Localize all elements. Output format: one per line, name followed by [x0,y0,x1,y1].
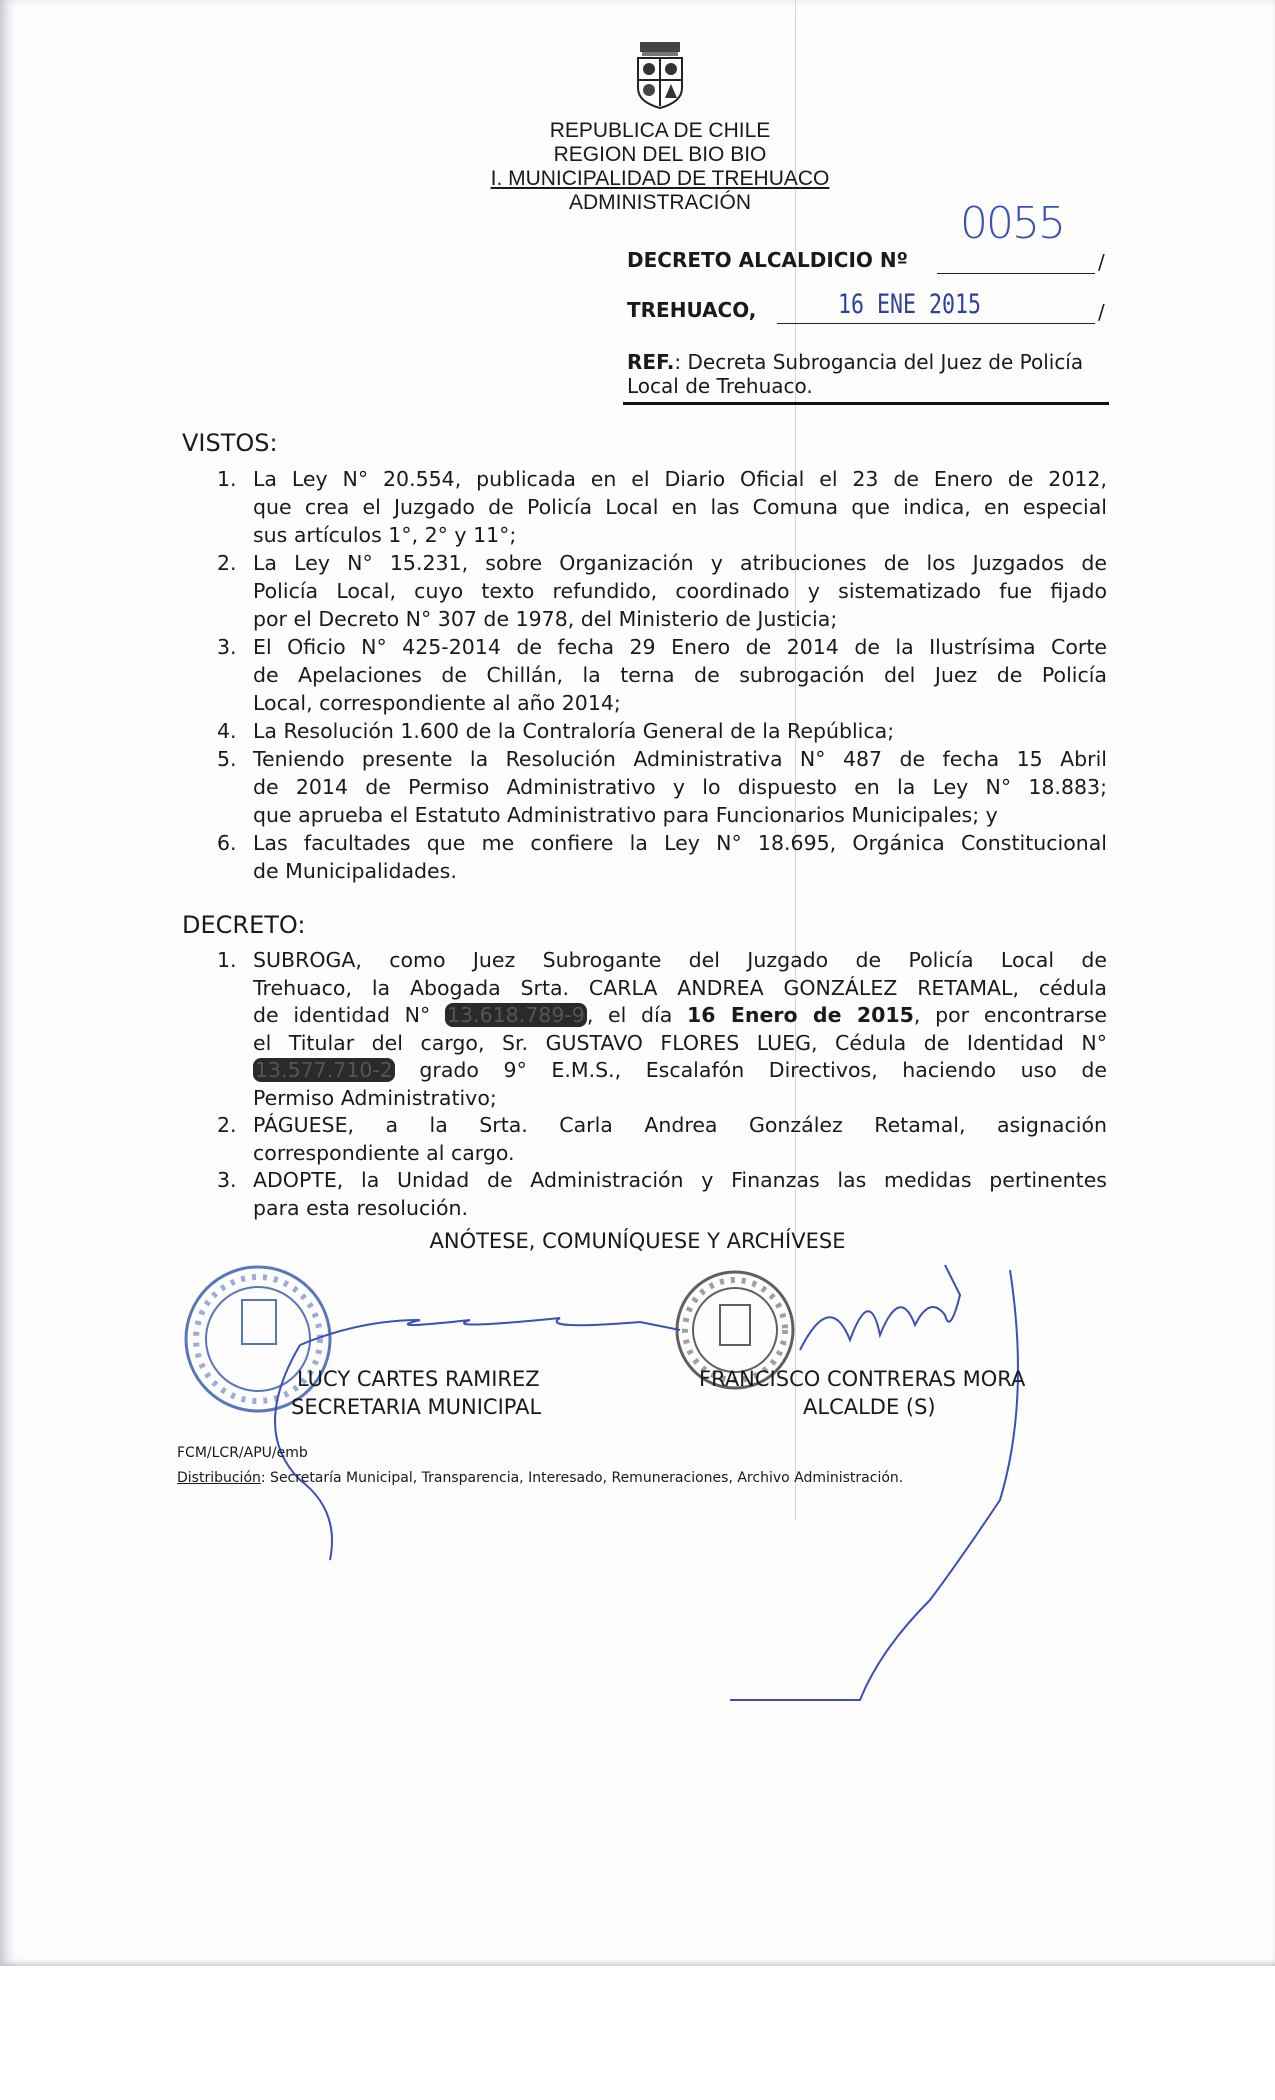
item-line: sus artículos 1°, 2° y 11°; [253,523,517,547]
header-municipality: I. MUNICIPALIDAD DE TREHUACO [490,167,830,190]
item-number: 1. [217,467,237,491]
place-label: TREHUACO, [627,298,757,322]
distribution [177,1466,903,1490]
mayor-title: ALCALDE (S) [803,1395,936,1419]
item-line: de Apelaciones de Chillán, la terna de subrogación del Juez de Policía [253,663,1107,687]
item-line: que aprueba el Estatuto Administrativo para Funcionarios Municipales; y [253,803,998,827]
item-number: 3. [217,1168,237,1192]
item-number: 2. [217,551,237,575]
decreto-item [217,1112,1107,1167]
item-line: de Municipalidades. [253,859,457,883]
header-department: ADMINISTRACIÓN [568,191,751,214]
vistos-item [217,717,1107,745]
item-line: Las facultades que me confiere la Ley N° 18.695, Orgánica Constitucional [253,831,1107,855]
item-line: Local, correspondiente al año 2014; [253,691,621,715]
item-line: por el Decreto N° 307 de 1978, del Ministerio de Justicia; [253,607,838,631]
vistos-list [217,465,1107,885]
secretary-name: LUCY CARTES RAMIREZ [297,1367,540,1391]
item-line: ADOPTE, la Unidad de Administración y Finanzas las medidas pertinentes [253,1168,1107,1192]
item-number: 4. [217,719,237,743]
stamps-and-signatures [0,1260,1275,1740]
decree-number-handwritten: 0055 [960,198,1064,249]
decreto-item [217,947,1107,1112]
secretary-title: SECRETARIA MUNICIPAL [291,1395,542,1419]
closing-formula: ANÓTESE, COMUNÍQUESE Y ARCHÍVESE [429,1229,846,1253]
item-line: para esta resolución. [253,1195,469,1220]
distribution-label: Distribución [177,1470,261,1486]
decree-number-slash: / [1098,250,1105,274]
line-segment: grado 9° E.M.S., Escalafón Directivos, haciendo uso de [394,1058,1107,1082]
reference [627,350,1083,398]
item-line: La Ley N° 20.554, publicada en el Diario Oficial el 23 de Enero de 2012, [253,467,1107,491]
item-line: PÁGUESE, a la Srta. Carla Andrea González Retamal, asignación [253,1113,1107,1137]
line-segment: , el día [586,1003,688,1027]
decree-number-label: DECRETO ALCALDICIO Nº [627,248,908,272]
item-line: La Ley N° 15.231, sobre Organización y atribuciones de los Juzgados de [253,551,1107,575]
item-number: 3. [217,635,237,659]
item-number: 6. [217,831,237,855]
vistos-item [217,633,1107,717]
item-line: de 2014 de Permiso Administrativo y lo dispuesto en la Ley N° 18.883; [253,775,1107,799]
line-segment: de identidad N° [253,1003,445,1027]
initials: FCM/LCR/APU/emb [177,1445,308,1461]
vistos-heading: VISTOS: [182,429,278,457]
item-line [253,1057,1107,1085]
item-line: El Oficio N° 425-2014 de fecha 29 Enero de 2014 de la Ilustrísima Corte [253,635,1107,659]
municipal-crest-logo [630,40,690,110]
item-line: que crea el Juzgado de Policía Local en las Comuna que indica, en especial [253,495,1107,519]
redacted-id-number: 13.618.789-9 [446,1003,585,1027]
reference-rule [623,402,1109,405]
item-line: SUBROGA, como Juez Subrogante del Juzgado de Policía Local de [253,948,1107,972]
item-line: Policía Local, cuyo texto refundido, coordinado y sistematizado fue fijado [253,579,1107,603]
vistos-item [217,829,1107,885]
item-line: La Resolución 1.600 de la Contraloría General de la República; [253,719,895,743]
reference-text-1: : Decreta Subrogancia del Juez de Policía [674,350,1084,374]
item-line: Teniendo presente la Resolución Administrativa N° 487 de fecha 15 Abril [253,747,1107,771]
decreto-item [217,1167,1107,1222]
item-line [253,1002,1107,1030]
header-country: REPUBLICA DE CHILE [549,119,771,142]
highlighted-date: 16 Enero de 2015 [687,1003,914,1027]
reference-text-2: Local de Trehuaco. [627,374,813,398]
decreto-list [217,947,1107,1222]
date-slash: / [1098,300,1105,324]
vistos-item [217,549,1107,633]
mayor-name: FRANCISCO CONTRERAS MORA [699,1367,1026,1391]
date-underline [777,323,1095,324]
line-segment: , por encontrarse [913,1003,1107,1027]
item-line: Trehuaco, la Abogada Srta. CARLA ANDREA GONZÁLEZ RETAMAL, cédula [253,975,1107,1000]
redacted-id-number: 13.577.710-2 [255,1058,393,1082]
item-number: 1. [217,948,237,972]
vistos-item [217,745,1107,829]
item-line: correspondiente al cargo. [253,1140,515,1165]
date-stamp: 16 ENE 2015 [838,289,982,320]
decree-number-underline [937,273,1095,274]
distribution-text: : Secretaría Municipal, Transparencia, Interesado, Remuneraciones, Archivo Administración. [260,1470,904,1486]
header-region: REGION DEL BIO BIO [553,143,767,166]
item-line: el Titular del cargo, Sr. GUSTAVO FLORES LUEG, Cédula de Identidad N° [253,1030,1107,1055]
item-line: Permiso Administrativo; [253,1085,497,1110]
reference-label: REF. [627,350,675,374]
item-number: 2. [217,1113,237,1137]
decreto-heading: DECRETO: [182,911,306,939]
item-number: 5. [217,747,237,771]
vistos-item [217,465,1107,549]
